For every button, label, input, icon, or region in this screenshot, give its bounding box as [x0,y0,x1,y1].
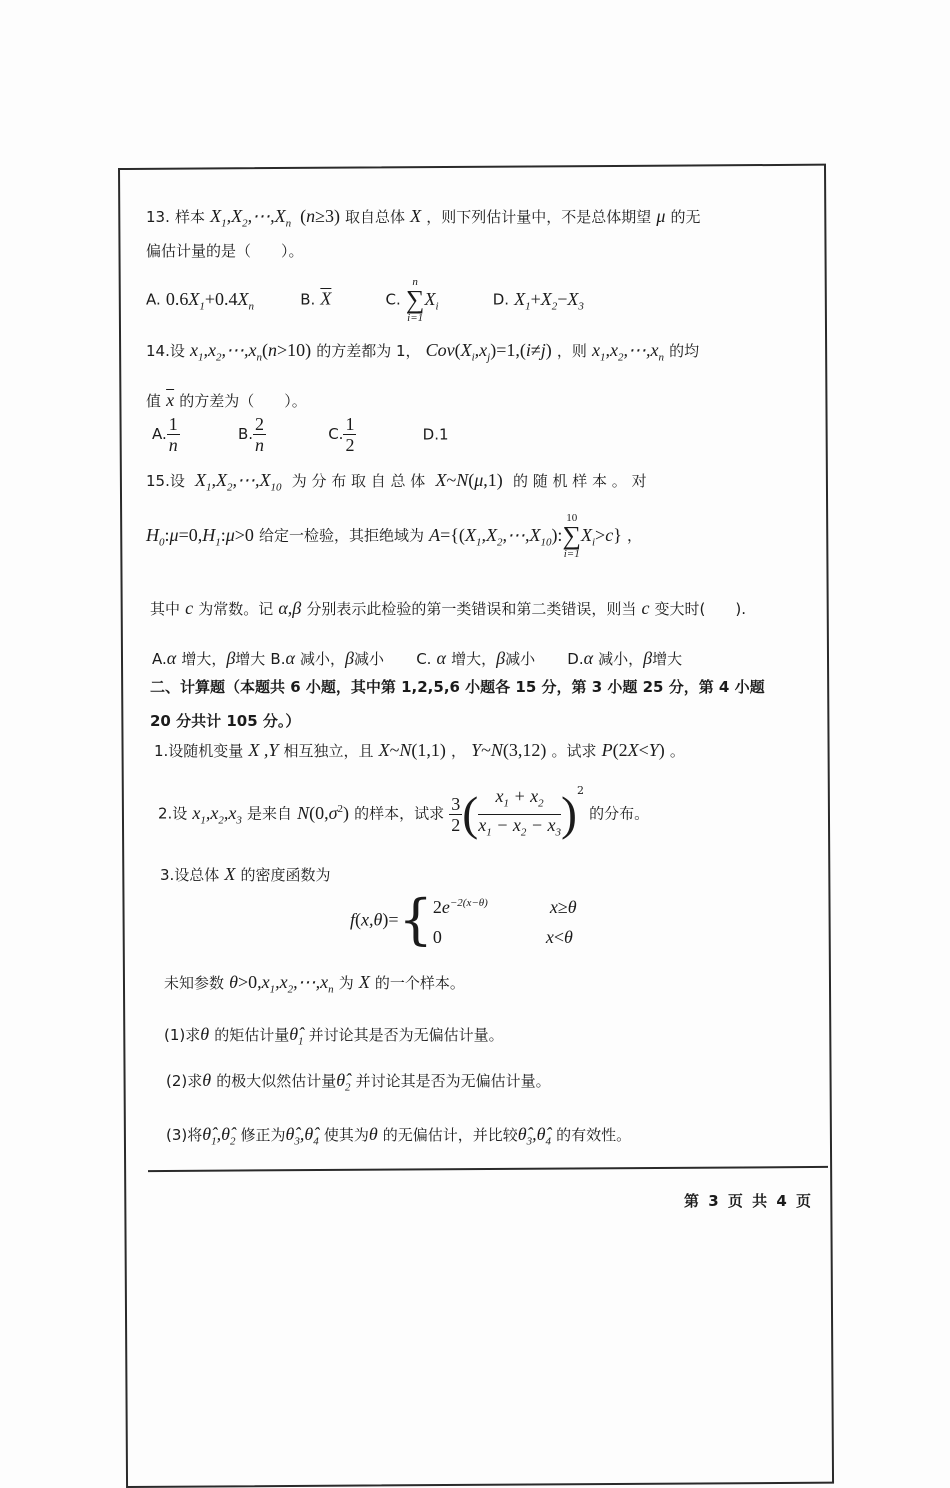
calc-1: 1.设随机变量 X ,Y 相互独立，且 X~N(1,1) ， Y~N(3,12) 。试求 P(2X<Y) 。 [154,740,685,760]
q15-option-d: D. [567,650,584,668]
section-2-title-line2: 20 分共计 105 分。） [150,712,301,730]
question-15-line1: 15.设 $X_1,X_2,\cdots,X_{10}$ 为 分 布 取 自 总 体 X~N(μ,1) 的 随 机 样 本 。 对 [146,470,647,494]
q14-option-d: D.1 [422,425,449,444]
question-14-line1: 14.设 $x_1,x_2,\cdots,x_n(n>10)$ 的方差都为 1， $Cov(X_i,x_j)=1,(i\ne j)$ ，则 $x_1,x_2,\cdots,x_n$ 的均 [146,340,700,364]
page-number: 第 3 页 共 4 页 [684,1192,813,1210]
q15-option-c: C. [416,650,432,668]
q14-number: 14.设 [146,342,185,360]
question-15-line3: 其中 c 为常数。记 α,β 分别表示此检验的第一类错误和第二类错误，则当 c 变大时( ). [150,598,747,618]
question-15-options: A.α 增大，β增大 B.α 减小，β减小 C. α 增大，β减小 D.α 减小，β增大 [152,648,683,668]
question-13-options: A. $0.6X_1+0.4X_n$ B. $\overline{X}$ C. n ∑ i=1 $X_i$ D. $X_1+X_2-X_3$ [146,276,584,324]
q14-option-b: B. [237,425,254,443]
calc-3-part-3: (3)将$\thetâ_1,\thetâ_2$ 修正为$\thetâ_3,\thetâ_4$ 使其为θ 的无偏估计，并比较$\thetâ_3,\thetâ_4$ 的有效性。 [166,1124,632,1148]
q15-option-a: A. [152,650,167,668]
calc-3: 3.设总体 X 的密度函数为 [160,864,331,884]
q15-number: 15.设 [146,472,185,490]
calc-3-params: 未知参数 $\theta>0,x_1,x_2,\cdots,x_n$ 为 X 的一个样本。 [164,972,465,996]
question-15-line2: $H_0:\mu=0,H_1:\mu>0$ 给定一检验，其拒绝域为 $A=\{(X_1,X_2,\cdots,X_{10})$: 10 ∑ i=1 $X_i>c$} ， [146,512,642,560]
calc-2: 2.设 $x_1,x_2,x_3$ 是来自 $N(0,\sigma^2)$ 的样本，试求 $\frac{3}{2}$ ( $\frac{x_1 + x_2}{x_1 - x_2 - x_3}$ )$^2$ 的分布。 [158,784,650,841]
section-2-title: 二、计算题（本题共 6 小题，其中第 1,2,5,6 小题各 15 分，第 3 小题 25 分，第 4 小题 [150,678,765,696]
calc-3-part-2: (2)求θ 的极大似然估计量$\thetâ_2$ 并讨论其是否为无偏估计量。 [166,1070,551,1094]
q14-option-c: C. [328,425,344,443]
q13-number: 13. [146,208,170,226]
q13-option-d: D. [492,290,510,309]
question-13-line2: 偏估计量的是（ ）。 [146,242,304,260]
q15-option-b: B. [270,650,286,668]
q14-option-a: A. [152,425,167,443]
question-13-line1: 13. 样本 $X_1,X_2,\cdots,X_n$ (n≥3) 取自总体 X ，则下列估计量中，不是总体期望 μ 的无 [146,206,701,230]
q13-option-b: B. [300,290,316,309]
question-14-options: A. $\frac{1}{n}$ B. $\frac{2}{n}$ C. $\frac{1}{2}$ D.1 [152,414,449,455]
density-function: f(x,θ)={ $2e^{-2(x-\theta)}$ x≥θ 0 x<θ [350,888,577,951]
question-14-line2: 值 $\overline{x}$ 的方差为（ ）。 [146,390,307,410]
q13-option-c: C. [385,290,401,309]
q13-option-a: A. [146,290,161,309]
calc-3-part-1: (1)求θ 的矩估计量$\thetâ_1$ 并讨论其是否为无偏估计量。 [164,1024,504,1048]
